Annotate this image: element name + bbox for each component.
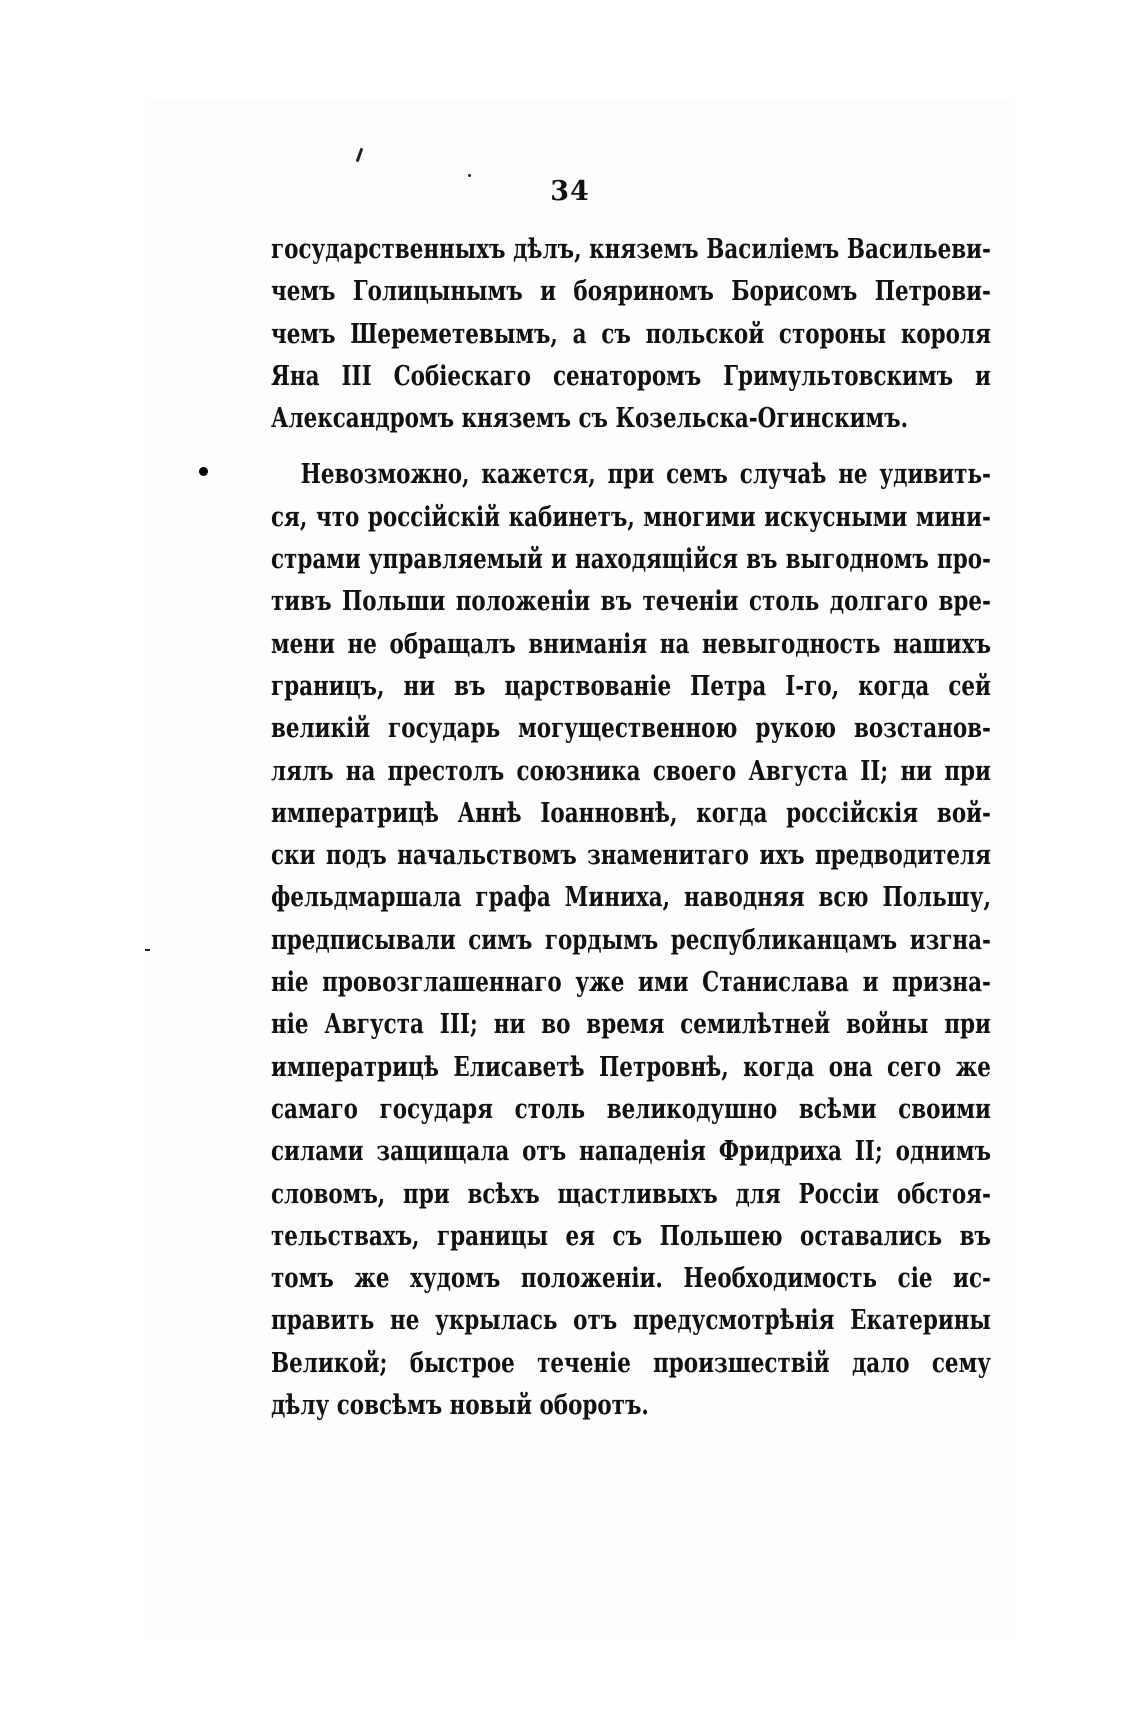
text-line: страми управляемый и находящійся въ выгодномъ про- [271, 543, 991, 576]
text-line: мени не обращалъ вниманія на невыгодность нашихъ [271, 627, 991, 660]
paragraph-gap [271, 439, 991, 453]
text-line: лялъ на престолъ союзника своего Августа II; ни при [271, 754, 991, 787]
text-line: тельствахъ, границы ея съ Польшею оставались въ [271, 1219, 991, 1252]
text-line: ски подъ начальствомъ знаменитаго ихъ предводителя [271, 839, 991, 872]
text-line: фельдмаршала графа Миниха, наводняя всю Польшу, [271, 881, 991, 914]
text-line: чемъ Голицынымъ и бояриномъ Борисомъ Петрови- [271, 275, 991, 308]
text-line: Великой; быстрое теченіе произшествій дало сему [271, 1346, 991, 1379]
text-line: томъ же худомъ положеніи. Необходимость сіе ис- [271, 1262, 991, 1295]
text-line: самаго государя столь великодушно всѣми своими [271, 1092, 991, 1125]
text-line: предписывали симъ гордымъ республиканцамъ изгна- [271, 923, 991, 956]
text-line: ся, что россійскій кабинетъ, многими искусными мини- [271, 500, 991, 533]
text-line: императрицѣ Аннѣ Іоанновнѣ, когда россійскія вой- [271, 796, 991, 829]
margin-mark [199, 467, 208, 476]
text-line: чемъ Шереметевымъ, а съ польской стороны короля [271, 317, 991, 350]
text-line: границъ, ни въ царствованіе Петра I-го, когда сей [271, 669, 991, 702]
text-line: править не укрылась отъ предусмотрѣнія Екатерины [271, 1304, 991, 1337]
text-line: Яна III Собіескаго сенаторомъ Гримультовскимъ и [271, 359, 991, 392]
scan-speck [145, 949, 150, 951]
body-text [271, 228, 991, 1426]
text-line: дѣлу совсѣмъ новый оборотъ. [271, 1389, 649, 1422]
text-line: императрицѣ Елисаветѣ Петровнѣ, когда она сего же [271, 1050, 991, 1083]
paragraph-2 [271, 453, 991, 1426]
text-line: тивъ Польши положеніи въ теченіи столь долгаго вре- [271, 585, 991, 618]
text-line: Александромъ княземъ съ Козельска-Огинскимъ. [271, 402, 909, 435]
text-line: великій государь могущественною рукою возстанов- [271, 712, 991, 745]
text-line: Невозможно, кажется, при семъ случаѣ не удивить- [300, 458, 991, 491]
text-line: силами защищала отъ нападенія Фридриха II; однимъ [271, 1135, 991, 1168]
paragraph-1 [271, 228, 991, 439]
page-number: 34 [550, 176, 590, 207]
text-line: ніе Августа III; ни во время семилѣтней войны при [271, 1008, 991, 1041]
text-line: государственныхъ дѣлъ, княземъ Василіемъ Васильеви- [271, 233, 991, 265]
text-line: ніе провозглашеннаго уже ими Станислава и призна- [271, 966, 991, 999]
text-line: словомъ, при всѣхъ щастливыхъ для Россіи обстоя- [271, 1177, 991, 1210]
